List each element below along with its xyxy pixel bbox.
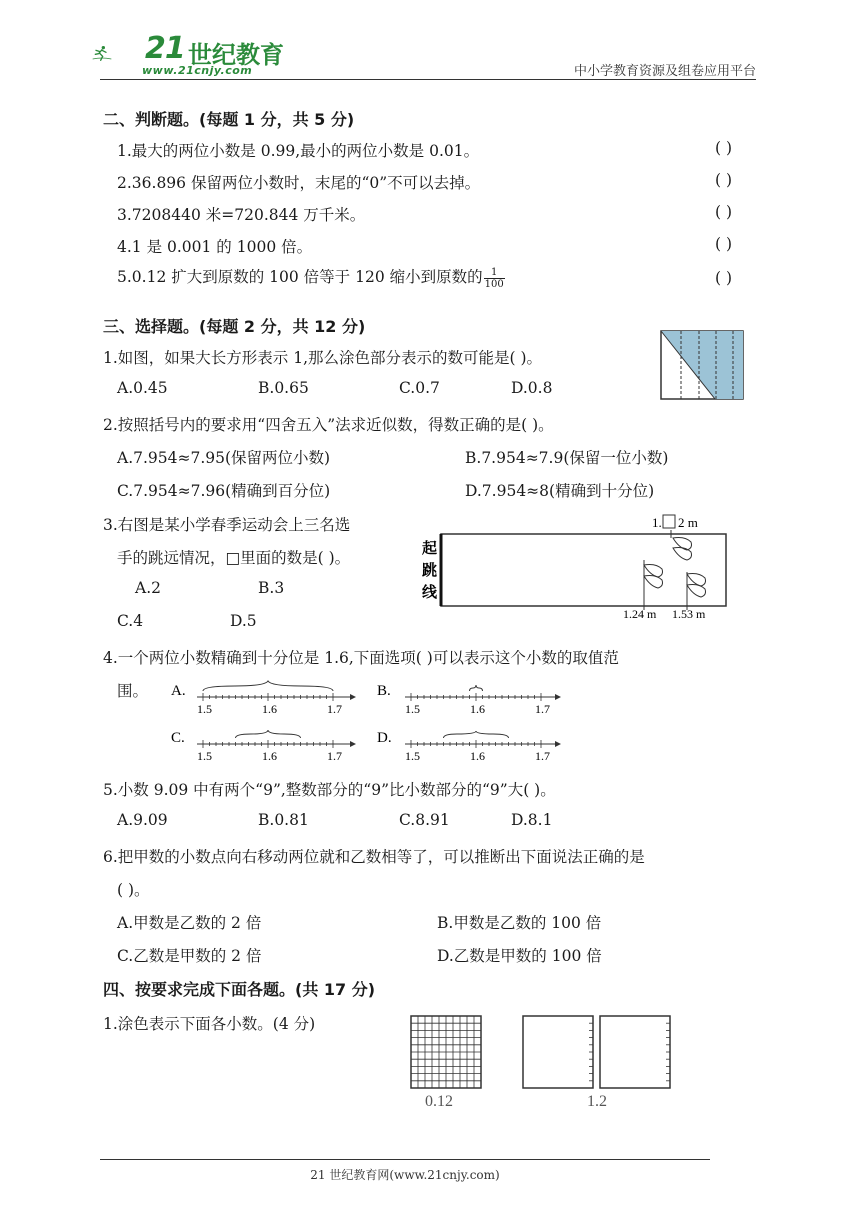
q4-text-line1: 4.一个两位小数精确到十分位是 1.6,下面选项( )可以表示这个小数的取值范 [103, 649, 619, 667]
svg-text:1.5: 1.5 [405, 702, 420, 716]
start-line-label-1: 起 [422, 541, 438, 557]
q2-option-a[interactable]: A.7.954≈7.95(保留两位小数) [117, 449, 331, 467]
judge-item-4: 4.1 是 0.001 的 1000 倍。 [117, 238, 313, 256]
judge-item-5 [117, 265, 505, 290]
squares-label-1-2: 1.2 [587, 1093, 607, 1110]
q6-text-line1: 6.把甲数的小数点向右移动两位就和乙数相等了，可以推断出下面说法正确的是 [103, 848, 645, 866]
svg-text:1.7: 1.7 [327, 749, 342, 760]
q4-option-b-letter[interactable]: B. [377, 683, 391, 699]
q4-option-d-letter[interactable]: D. [377, 730, 392, 746]
q6-text-line2: ( )。 [117, 881, 150, 899]
footprint-icon-3 [687, 574, 706, 598]
answer-paren-3[interactable]: ( ) [715, 203, 733, 221]
q5-option-a[interactable]: A.9.09 [117, 811, 168, 829]
q5-text: 5.小数 9.09 中有两个“9”,整数部分的“9”比小数部分的“9”大( )。 [103, 781, 556, 799]
q5-option-c[interactable]: C.8.91 [399, 811, 450, 829]
top-jump-label-prefix: 1. [652, 515, 662, 530]
q6-option-b[interactable]: B.甲数是乙数的 100 倍 [437, 914, 602, 932]
fraction [484, 267, 505, 290]
svg-text:1.5: 1.5 [197, 749, 212, 760]
svg-text:1.6: 1.6 [470, 702, 485, 716]
q4-option-a-letter[interactable]: A. [171, 683, 186, 699]
svg-text:1.5: 1.5 [197, 702, 212, 716]
q5-option-d[interactable]: D.8.1 [511, 811, 553, 829]
q3-option-a[interactable]: A.2 [135, 579, 161, 597]
answer-paren-2[interactable]: ( ) [715, 171, 733, 189]
svg-text:1.7: 1.7 [327, 702, 342, 716]
q3-text-line2: 手的跳远情况，□里面的数是( )。 [117, 549, 351, 567]
judge-item-2: 2.36.896 保留两位小数时，末尾的“0”不可以去掉。 [117, 174, 481, 192]
q1-option-c[interactable]: C.0.7 [399, 379, 440, 397]
section-4-title: 四、按要求完成下面各题。(共 17 分) [103, 980, 376, 999]
fraction-numerator: 1 [484, 267, 505, 279]
logo-url: www.21cnjy.com [142, 64, 253, 77]
start-line-label-2: 跳 [422, 563, 438, 579]
svg-text:1.6: 1.6 [262, 702, 277, 716]
q3-option-b[interactable]: B.3 [258, 579, 285, 597]
q2-option-d[interactable]: D.7.954≈8(精确到十分位) [465, 482, 655, 500]
q6-option-d[interactable]: D.乙数是甲数的 100 倍 [437, 947, 602, 965]
q3-option-c[interactable]: C.4 [117, 612, 144, 630]
footer-divider [100, 1159, 710, 1160]
svg-text:1.6: 1.6 [470, 749, 485, 760]
judge-item-3: 3.7208440 米=720.844 万千米。 [117, 206, 366, 224]
q3-option-d[interactable]: D.5 [230, 612, 257, 630]
q5-option-b[interactable]: B.0.81 [258, 811, 309, 829]
blank-square[interactable] [663, 515, 675, 528]
q4-text-line2: 围。 [117, 682, 149, 700]
footer-text: 21 世纪教育网(www.21cnjy.com) [310, 1168, 500, 1182]
svg-text:1.7: 1.7 [535, 749, 550, 760]
footprint-icon-2 [644, 565, 663, 589]
start-line-label-3: 线 [422, 585, 438, 601]
q4-number-lines [165, 680, 575, 760]
header-divider [100, 79, 756, 80]
q6-option-a[interactable]: A.甲数是乙数的 2 倍 [117, 914, 262, 932]
svg-text:1.5: 1.5 [405, 749, 420, 760]
answer-paren-4[interactable]: ( ) [715, 235, 733, 253]
q3-text-line1: 3.右图是某小学春季运动会上三名选 [103, 516, 351, 534]
judge-item-5-text: 5.0.12 扩大到原数的 100 倍等于 120 缩小到原数的 [117, 268, 483, 286]
q6-option-c[interactable]: C.乙数是甲数的 2 倍 [117, 947, 262, 965]
platform-name: 中小学教育资源及组卷应用平台 [573, 64, 756, 79]
section-2-title: 二、判断题。(每题 1 分，共 5 分) [103, 110, 355, 129]
grid-label-0-12: 0.12 [425, 1093, 453, 1110]
judge-item-1: 1.最大的两位小数是 0.99,最小的两位小数是 0.01。 [117, 142, 480, 160]
svg-text:1.6: 1.6 [262, 749, 277, 760]
q2-text: 2.按照括号内的要求用“四舍五入”法求近似数，得数正确的是( )。 [103, 416, 554, 434]
q2-option-b[interactable]: B.7.954≈7.9(保留一位小数) [465, 449, 669, 467]
number-line-c [197, 730, 356, 760]
footprint-icon-1 [673, 538, 692, 561]
answer-paren-5[interactable]: ( ) [715, 269, 733, 287]
shaded-rectangle-figure [660, 330, 744, 400]
number-line-d [405, 731, 561, 760]
logo-text: 世纪教育 [188, 41, 284, 69]
section-3-title: 三、选择题。(每题 2 分，共 12 分) [103, 317, 366, 336]
q1-text: 1.如图，如果大长方形表示 1,那么涂色部分表示的数可能是( )。 [103, 349, 543, 367]
q1-option-d[interactable]: D.0.8 [511, 379, 553, 397]
q1-option-b[interactable]: B.0.65 [258, 379, 309, 397]
mark-label-2: 1.53 m [672, 607, 706, 621]
svg-text:1.7: 1.7 [535, 702, 550, 716]
two-squares-figure[interactable] [522, 1015, 674, 1089]
mark-label-1: 1.24 m [623, 607, 657, 621]
number-line-b [405, 685, 561, 716]
hundred-grid[interactable] [410, 1015, 482, 1089]
s4-q1-text: 1.涂色表示下面各小数。(4 分) [103, 1015, 316, 1033]
q4-option-c-letter[interactable]: C. [171, 730, 185, 746]
number-line-a [197, 681, 356, 716]
top-jump-label-suffix: 2 m [678, 515, 698, 530]
fraction-denominator: 100 [484, 278, 504, 290]
q1-option-a[interactable]: A.0.45 [117, 379, 168, 397]
logo-number: 21 [145, 31, 185, 66]
q2-option-c[interactable]: C.7.954≈7.96(精确到百分位) [117, 482, 331, 500]
long-jump-figure [415, 510, 735, 625]
answer-paren-1[interactable]: ( ) [715, 139, 733, 157]
